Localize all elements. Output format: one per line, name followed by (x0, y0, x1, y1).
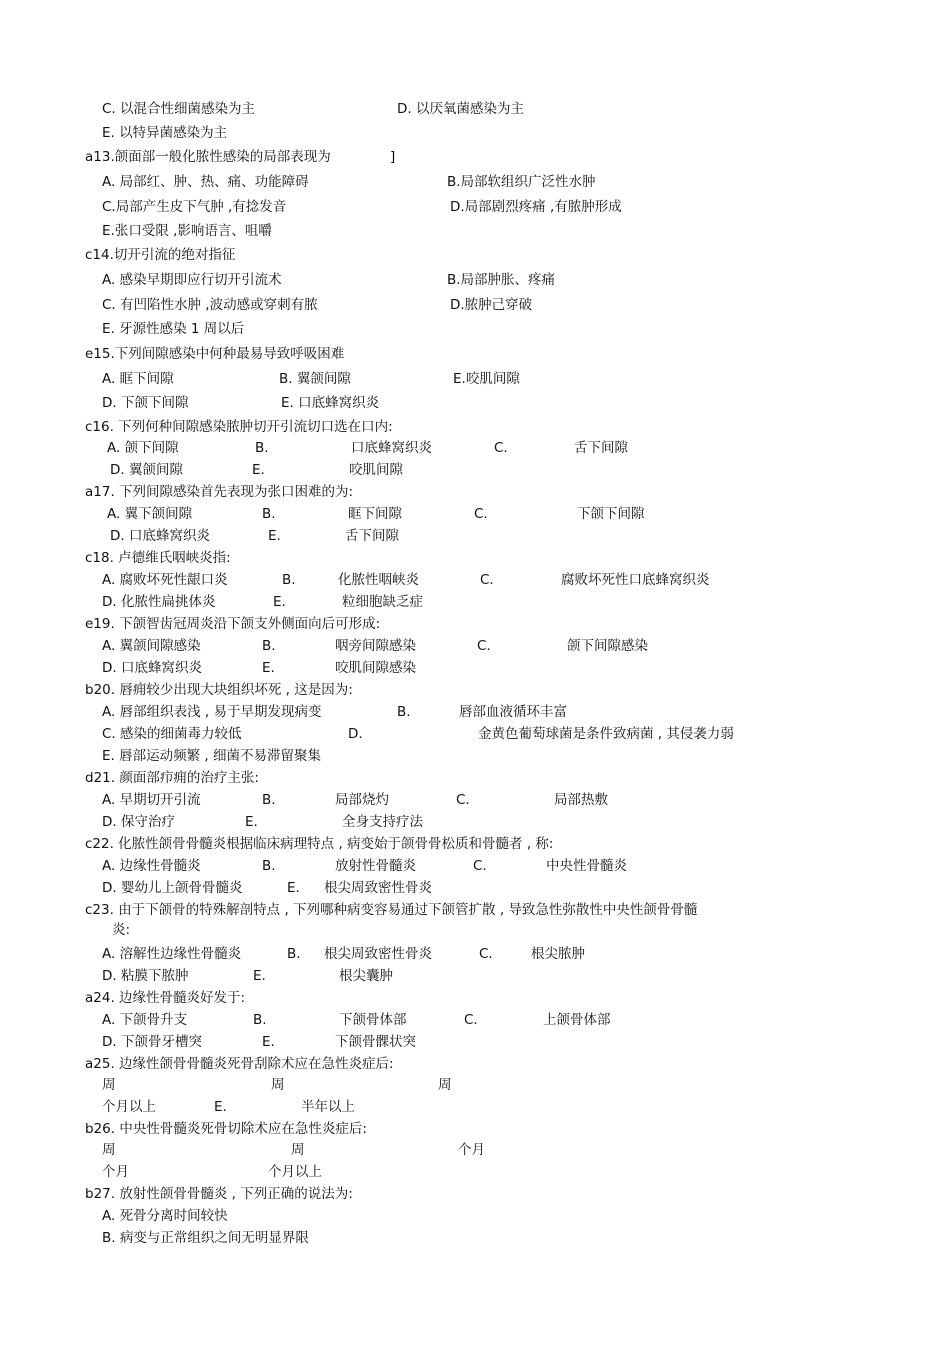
text-line: 口底蜂窝织炎 (351, 440, 432, 456)
text-line: 个月以上 (102, 1099, 156, 1115)
text-line: E. (268, 528, 281, 544)
text-line: e19. 下颌智齿冠周炎沿下颌支外侧面向后可形成: (85, 616, 381, 632)
text-line: c16. 下列何种间隙感染脓肿切开引流切口选在口内: (85, 419, 393, 435)
text-line: A. 局部红、肿、热、痛、功能障碍 (102, 174, 309, 190)
text-line: C. (474, 506, 488, 522)
text-line: D.脓肿己穿破 (450, 297, 533, 313)
text-line: 咬肌间隙 (349, 462, 403, 478)
text-line: C. 感染的细菌毒力较低 (102, 726, 242, 742)
text-line: C. (473, 858, 487, 874)
text-line: A. 溶解性边缘性骨髓炎 (102, 946, 242, 962)
text-line: 局部热敷 (554, 792, 608, 808)
text-line: B. 病变与正常组织之间无明显界限 (102, 1230, 309, 1246)
text-line: ] (390, 149, 396, 165)
text-line: E. (252, 462, 265, 478)
text-line: E. (245, 814, 258, 830)
text-line: 咬肌间隙感染 (335, 660, 416, 676)
text-line: 中央性骨髓炎 (546, 858, 627, 874)
text-line: A. 翼下颌间隙 (107, 506, 193, 522)
text-line: 根尖周致密性骨炎 (324, 880, 432, 896)
text-line: 根尖周致密性骨炎 (324, 946, 432, 962)
text-line: E. 唇部运动频繁 , 细菌不易滞留聚集 (102, 748, 321, 764)
text-line: 唇部血液循环丰富 (459, 704, 567, 720)
text-line: 咽旁间隙感染 (335, 638, 416, 654)
text-line: A. 颌下间隙 (107, 440, 179, 456)
text-line: E. (273, 594, 286, 610)
text-line: 全身支持疗法 (342, 814, 423, 830)
text-line: D. 保守治疗 (102, 814, 175, 830)
text-line: 腐败坏死性口底蜂窝织炎 (561, 572, 710, 588)
text-line: C. 有凹陷性水肿 ,波动感或穿刺有脓 (102, 297, 318, 313)
text-line: C. (464, 1012, 478, 1028)
text-line: C. (480, 572, 494, 588)
text-line: e15.下列间隙感染中何种最易导致呼吸困难 (85, 346, 345, 362)
text-line: A. 下颌骨升支 (102, 1012, 188, 1028)
text-line: E. 牙源性感染 1 周以后 (102, 321, 245, 337)
text-line: A. 眶下间隙 (102, 371, 174, 387)
text-line: 个月 (102, 1164, 129, 1180)
text-line: E. (253, 968, 266, 984)
text-line: A. 感染早期即应行切开引流术 (102, 272, 282, 288)
text-line: C. (477, 638, 491, 654)
text-line: a17. 下列间隙感染首先表现为张口困难的为: (85, 484, 354, 500)
text-line: D. 婴幼儿上颌骨骨髓炎 (102, 880, 243, 896)
text-line: E. 口底蜂窝织炎 (281, 395, 380, 411)
text-line: c18. 卢德维氏咽峡炎指: (85, 550, 231, 566)
text-line: 半年以上 (301, 1099, 355, 1115)
text-line: 根尖囊肿 (339, 968, 393, 984)
text-line: 眶下间隙 (348, 506, 402, 522)
text-line: 下颌骨体部 (339, 1012, 407, 1028)
text-line: E.咬肌间隙 (453, 371, 520, 387)
text-line: 下颌下间隙 (577, 506, 645, 522)
text-line: E. (262, 660, 275, 676)
text-line: E.张口受限 ,影响语言、咀嚼 (102, 223, 272, 239)
text-line: c22. 化脓性颌骨骨髓炎根据临床病理特点 , 病变始于颌骨骨松质和骨髓者 , 称: (85, 836, 554, 852)
text-line: C.局部产生皮下气肿 ,有捻发音 (102, 199, 287, 215)
text-line: B.局部肿胀、疼痛 (447, 272, 556, 288)
text-line: A. 翼颌间隙感染 (102, 638, 201, 654)
text-line: B. (262, 792, 276, 808)
text-line: a25. 边缘性颌骨骨髓炎死骨刮除术应在急性炎症后: (85, 1056, 394, 1072)
text-line: E. (287, 880, 300, 896)
text-line: D. 口底蜂窝织炎 (110, 528, 210, 544)
text-line: B. (287, 946, 301, 962)
text-line: D.局部剧烈疼痛 ,有脓肿形成 (450, 199, 622, 215)
text-line: 上颌骨体部 (543, 1012, 611, 1028)
text-line: C. 以混合性细菌感染为主 (102, 101, 256, 117)
text-line: 舌下间隙 (345, 528, 399, 544)
text-line: 下颌骨髁状突 (335, 1034, 416, 1050)
text-line: A. 早期切开引流 (102, 792, 201, 808)
text-line: E. 以特异菌感染为主 (102, 125, 228, 141)
text-line: B. (262, 506, 276, 522)
text-line: E. (262, 1034, 275, 1050)
text-line: 炎: (112, 922, 131, 938)
text-line: 舌下间隙 (574, 440, 628, 456)
text-line: A. 唇部组织表浅 , 易于早期发现病变 (102, 704, 322, 720)
text-line: a13.颌面部一般化脓性感染的局部表现为 (85, 149, 331, 165)
text-line: 粒细胞缺乏症 (342, 594, 423, 610)
text-line: 颌下间隙感染 (567, 638, 648, 654)
text-line: D. 下颌下间隙 (102, 395, 189, 411)
text-line: c14.切开引流的绝对指征 (85, 247, 236, 263)
text-line: 周 (102, 1142, 116, 1158)
text-line: C. (456, 792, 470, 808)
text-line: B. (282, 572, 296, 588)
text-line: 周 (291, 1142, 305, 1158)
text-line: 周 (271, 1077, 285, 1093)
text-line: D. (348, 726, 363, 742)
text-line: B. (262, 858, 276, 874)
text-line: B. (253, 1012, 267, 1028)
text-line: d21. 颜面部疖痈的治疗主张: (85, 770, 259, 786)
text-line: B. (262, 638, 276, 654)
text-line: D. 下颌骨牙槽突 (102, 1034, 202, 1050)
text-line: D. 粘膜下脓肿 (102, 968, 189, 984)
text-line: D. 翼颌间隙 (110, 462, 183, 478)
text-line: D. 口底蜂窝织炎 (102, 660, 202, 676)
text-line: C. (479, 946, 493, 962)
text-line: c23. 由于下颌骨的特殊解剖特点 , 下列哪种病变容易通过下颌管扩散 , 导致急性弥散性中央性颌骨骨髓 (85, 902, 698, 918)
text-line: 化脓性咽峡炎 (338, 572, 419, 588)
text-line: B. (255, 440, 269, 456)
text-line: A. 腐败坏死性龈口炎 (102, 572, 228, 588)
text-line: 根尖脓肿 (531, 946, 585, 962)
text-line: D. 化脓性扁挑体炎 (102, 594, 216, 610)
text-line: D. 以厌氧菌感染为主 (397, 101, 524, 117)
text-line: E. (214, 1099, 227, 1115)
text-line: 放射性骨髓炎 (335, 858, 416, 874)
text-line: b26. 中央性骨髓炎死骨切除术应在急性炎症后: (85, 1121, 367, 1137)
text-line: C. (494, 440, 508, 456)
text-line: b27. 放射性颌骨骨髓炎 , 下列正确的说法为: (85, 1186, 353, 1202)
text-line: 个月 (458, 1142, 485, 1158)
text-line: A. 死骨分离时间较快 (102, 1208, 228, 1224)
text-line: b20. 唇痈较少出现大块组织坏死 , 这是因为: (85, 682, 353, 698)
text-line: A. 边缘性骨髓炎 (102, 858, 201, 874)
text-line: a24. 边缘性骨髓炎好发于: (85, 990, 246, 1006)
text-line: B. 翼颌间隙 (279, 371, 351, 387)
text-line: 个月以上 (268, 1164, 322, 1180)
text-line: B. (397, 704, 411, 720)
text-line: 金黄色葡萄球菌是条件致病菌 , 其侵袭力弱 (478, 726, 734, 742)
text-line: 周 (102, 1077, 116, 1093)
text-line: B.局部软组织广泛性水肿 (447, 174, 596, 190)
text-line: 局部烧灼 (335, 792, 389, 808)
text-line: 周 (438, 1077, 452, 1093)
